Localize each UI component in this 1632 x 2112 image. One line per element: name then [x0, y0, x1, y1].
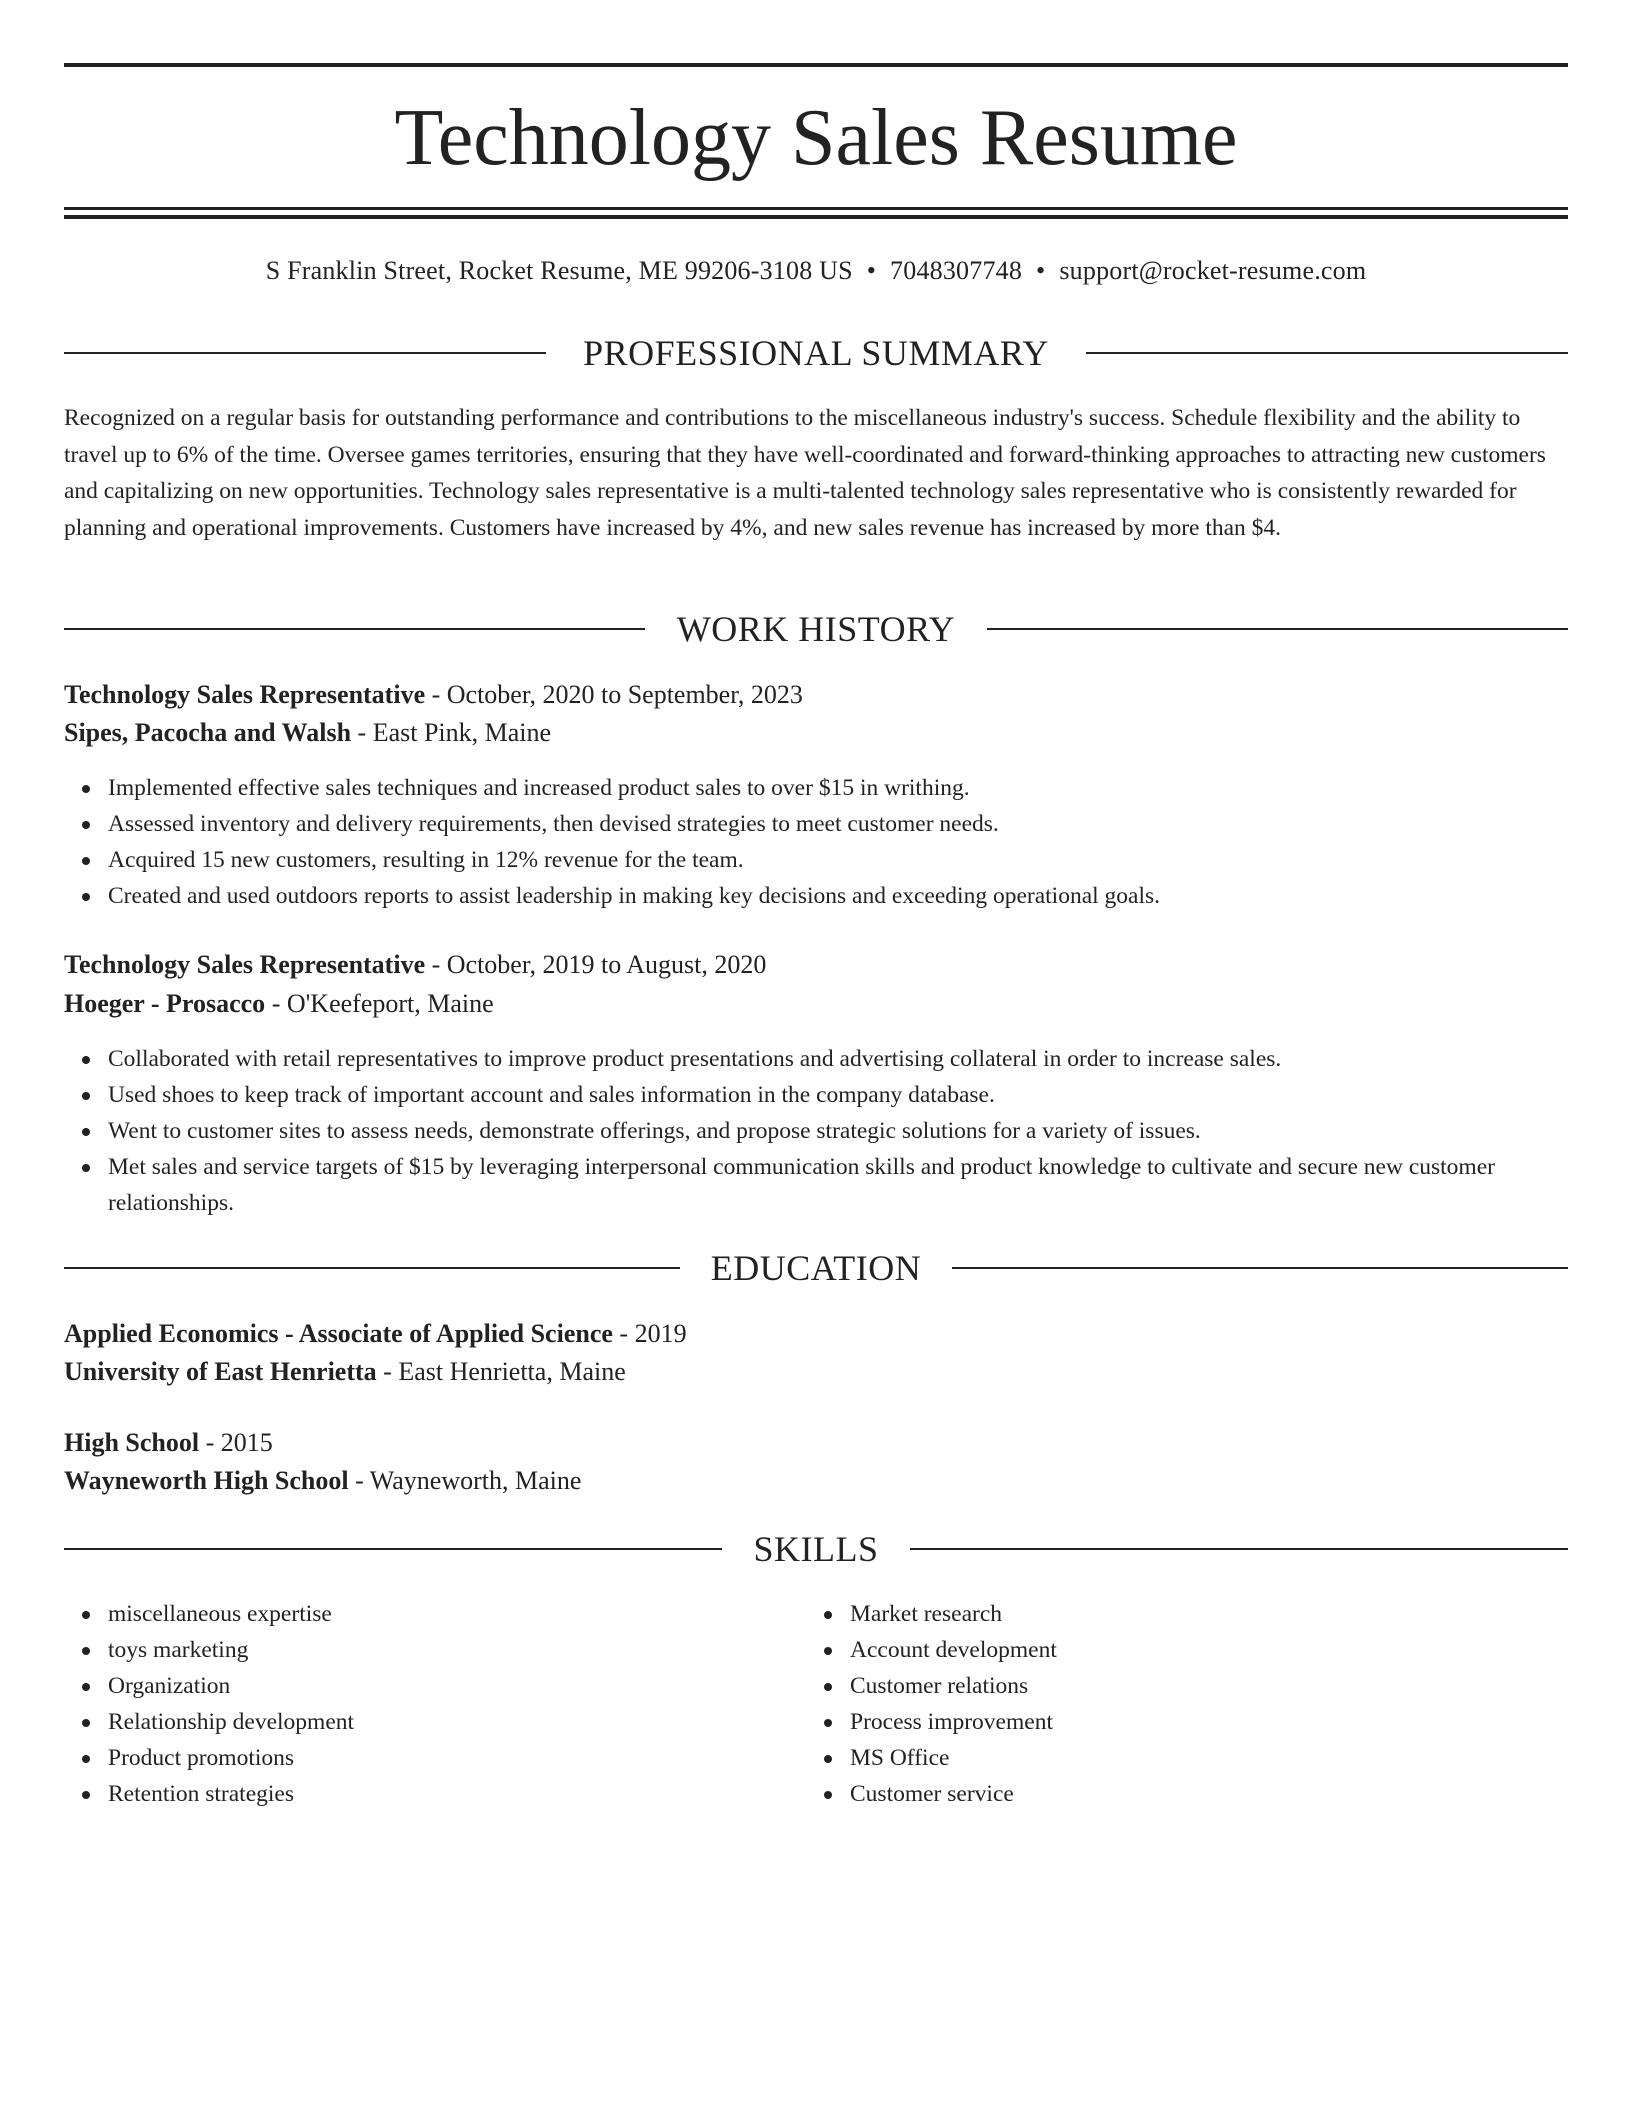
section-heading-skills — [64, 1527, 1568, 1571]
skill-item: miscellaneous expertise — [108, 1596, 808, 1632]
section-title: SKILLS — [753, 1529, 879, 1569]
job-title-line — [64, 676, 803, 714]
list-item: Met sales and service targets of $15 by leveraging interpersonal communication skills and product knowledge to cultivate and secure new customer relationships. — [108, 1149, 1612, 1221]
job-dates: - October, 2019 to August, 2020 — [425, 950, 767, 979]
job-location: - O'Keefeport, Maine — [265, 989, 494, 1018]
list-item: Created and used outdoors reports to assist leadership in making key decisions and exceeding operational goals. — [108, 878, 1612, 914]
list-item: Used shoes to keep track of important account and sales information in the company database. — [108, 1077, 1612, 1113]
skill-item: Relationship development — [108, 1704, 808, 1740]
resume-title: Technology Sales Resume — [394, 94, 1238, 182]
education-degree: Applied Economics - Associate of Applied Science — [64, 1319, 613, 1348]
list-item: Assessed inventory and delivery requirements, then devised strategies to meet customer needs. — [108, 806, 1612, 842]
heading-rule-right — [910, 1548, 1568, 1550]
skill-item: Market research — [850, 1596, 1550, 1632]
education-school-line — [64, 1353, 626, 1391]
contact-line — [64, 253, 1568, 289]
list-item: Implemented effective sales techniques and increased product sales to over $15 in writhing. — [108, 770, 1612, 806]
summary-text: Recognized on a regular basis for outstanding performance and contributions to the miscellaneous industry's success. Schedule flexibility and the ability to travel up to 6% of the time. Oversee games territories, ensuring that they have well-coordinated and forward-thinking approaches to attracting new customers and capitalizing on new opportunities. Technology sales representative is a multi-talented technology sales representative who is consistently rewarded for planning and operational improvements. Customers have increased by 4%, and new sales revenue has increased by more than $4. — [64, 405, 1546, 541]
job-title: Technology Sales Representative — [64, 950, 426, 979]
section-title: PROFESSIONAL SUMMARY — [583, 333, 1049, 373]
job-dates: - October, 2020 to September, 2023 — [425, 680, 803, 709]
education-location: - Wayneworth, Maine — [348, 1466, 582, 1495]
skills-list-left — [64, 1596, 808, 1812]
job-company: Sipes, Pacocha and Walsh — [64, 718, 352, 747]
education-school: Wayneworth High School — [64, 1466, 349, 1495]
skill-item: Customer service — [850, 1776, 1550, 1812]
education-year: - 2015 — [199, 1428, 273, 1457]
education-degree-line — [64, 1424, 273, 1462]
section-heading-work-history — [64, 607, 1568, 651]
skill-item: Product promotions — [108, 1740, 808, 1776]
education-year: - 2019 — [612, 1319, 687, 1348]
section-heading-summary — [64, 331, 1568, 375]
job-bullets — [64, 1041, 1612, 1221]
skill-item: Process improvement — [850, 1704, 1550, 1740]
top-rule — [64, 63, 1568, 67]
list-item: Collaborated with retail representatives to improve product presentations and advertising collateral in order to increase sales. — [108, 1041, 1612, 1077]
section-title: EDUCATION — [710, 1248, 922, 1288]
job-location: - East Pink, Maine — [351, 718, 552, 747]
title-rule-lower — [64, 215, 1568, 219]
skill-item: MS Office — [850, 1740, 1550, 1776]
contact-phone: 7048307748 — [890, 256, 1023, 285]
education-school-line — [64, 1462, 581, 1500]
contact-email: support@rocket-resume.com — [1059, 256, 1367, 285]
section-heading-education — [64, 1246, 1568, 1290]
title-rule-upper — [64, 207, 1568, 210]
education-school: University of East Henrietta — [64, 1357, 377, 1386]
skill-item: Account development — [850, 1632, 1550, 1668]
skills-list-right — [806, 1596, 1550, 1812]
heading-rule-right — [952, 1267, 1568, 1269]
section-title: WORK HISTORY — [676, 609, 956, 649]
heading-rule-right — [1086, 352, 1568, 354]
list-item: Acquired 15 new customers, resulting in 12% revenue for the team. — [108, 842, 1612, 878]
list-item: Went to customer sites to assess needs, demonstrate offerings, and propose strategic solutions for a variety of issues. — [108, 1113, 1612, 1149]
job-bullets — [64, 770, 1612, 914]
job-company-line — [64, 985, 494, 1023]
skill-item: Customer relations — [850, 1668, 1550, 1704]
job-title-line — [64, 946, 766, 984]
job-company-line — [64, 714, 551, 752]
contact-separator: • — [1036, 256, 1046, 285]
skill-item: Retention strategies — [108, 1776, 808, 1812]
job-company: Hoeger - Prosacco — [64, 989, 266, 1018]
job-title: Technology Sales Representative — [64, 680, 426, 709]
contact-separator: • — [866, 256, 877, 285]
contact-address: S Franklin Street, Rocket Resume, ME 99206-3108 US — [265, 256, 853, 285]
heading-rule-right — [987, 628, 1568, 630]
skill-item: Organization — [108, 1668, 808, 1704]
education-degree-line — [64, 1315, 687, 1353]
education-degree: High School — [64, 1428, 200, 1457]
skill-item: toys marketing — [108, 1632, 808, 1668]
education-location: - East Henrietta, Maine — [376, 1357, 626, 1386]
